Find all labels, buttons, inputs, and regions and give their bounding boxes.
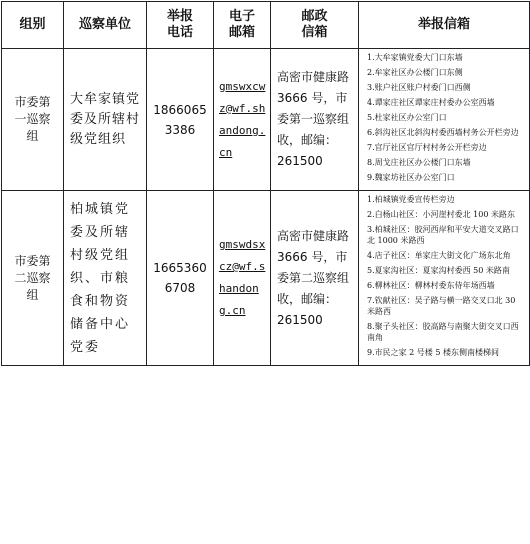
unit-cell: 大牟家镇党委及所辖村级党组织: [64, 49, 147, 191]
places-list: [367, 52, 523, 183]
list-item: 5.杜家社区办公室门口: [367, 113, 447, 122]
post-cell: 高密市健康路 3666 号，市委第二巡察组收，邮编：261500: [271, 191, 359, 366]
list-item: 2.牟家社区办公楼门口东侧: [367, 68, 463, 77]
places-cell: [359, 191, 530, 366]
list-item: 8.聚子头社区：胶高路与南聚大街交叉口西南角: [367, 322, 519, 342]
list-item: 1.大牟家镇党委大门口东墙: [367, 53, 463, 62]
places-cell: [359, 49, 530, 191]
group-cell: 市委第二巡察组: [2, 191, 64, 366]
header-email: 电子邮箱: [214, 2, 271, 49]
list-item: 1.柏城镇党委宣传栏旁边: [367, 195, 455, 204]
unit-cell: 柏城镇党委及所辖村级党组织、市粮食和物资储备中心党委: [64, 191, 147, 366]
list-item: 8.周戈庄社区办公楼门口东墙: [367, 158, 471, 167]
list-item: 2.白杨山社区：小河崖村委北 100 米路东: [367, 210, 515, 219]
email-cell[interactable]: [214, 49, 271, 191]
header-box: 举报信箱: [359, 2, 530, 49]
phone-cell: 18660653386: [147, 49, 214, 191]
list-item: 7.官厅社区官厅村村务公开栏旁边: [367, 143, 487, 152]
email-link[interactable]: gmswxcwz@wf.shandong.cn: [219, 79, 266, 159]
list-item: 7.钦献社区：吴子路与横一路交叉口北 30 米路西: [367, 296, 516, 316]
header-row: [2, 2, 530, 49]
email-cell[interactable]: [214, 191, 271, 366]
header-post: 邮政信箱: [271, 2, 359, 49]
list-item: 6.斜沟社区北斜沟村委西墙村务公开栏旁边: [367, 128, 519, 137]
list-item: 5.夏家沟社区：夏家沟村委西 50 米路南: [367, 266, 510, 275]
inspection-report-table: [1, 1, 530, 366]
header-unit: 巡察单位: [64, 2, 147, 49]
phone-cell: 16653606708: [147, 191, 214, 366]
header-group: 组别: [2, 2, 64, 49]
table-row: [2, 191, 530, 366]
list-item: 6.柳林社区：柳林村委东侍年场西墙: [367, 281, 495, 290]
header-phone: 举报电话: [147, 2, 214, 49]
email-link[interactable]: gmswdsxcz@wf.shandong.cn: [219, 238, 266, 317]
list-item: 9.魏家坊社区办公室门口: [367, 173, 455, 182]
table-row: [2, 49, 530, 191]
list-item: 9.市民之家 2 号楼 5 楼东侧南楼梯间: [367, 348, 499, 357]
list-item: 3.账户社区账户村委门口西侧: [367, 83, 471, 92]
list-item: 4.谭家庄社区谭家庄村委办公室西墙: [367, 98, 495, 107]
list-item: 4.店子社区：单家庄大街文化广场东北角: [367, 251, 511, 260]
list-item: 3.柏城社区：胶河西岸和平安大道交叉路口北 1000 米路西: [367, 225, 519, 245]
places-list: [367, 194, 523, 358]
post-cell: 高密市健康路 3666 号，市委第一巡察组收，邮编：261500: [271, 49, 359, 191]
group-cell: 市委第一巡察组: [2, 49, 64, 191]
